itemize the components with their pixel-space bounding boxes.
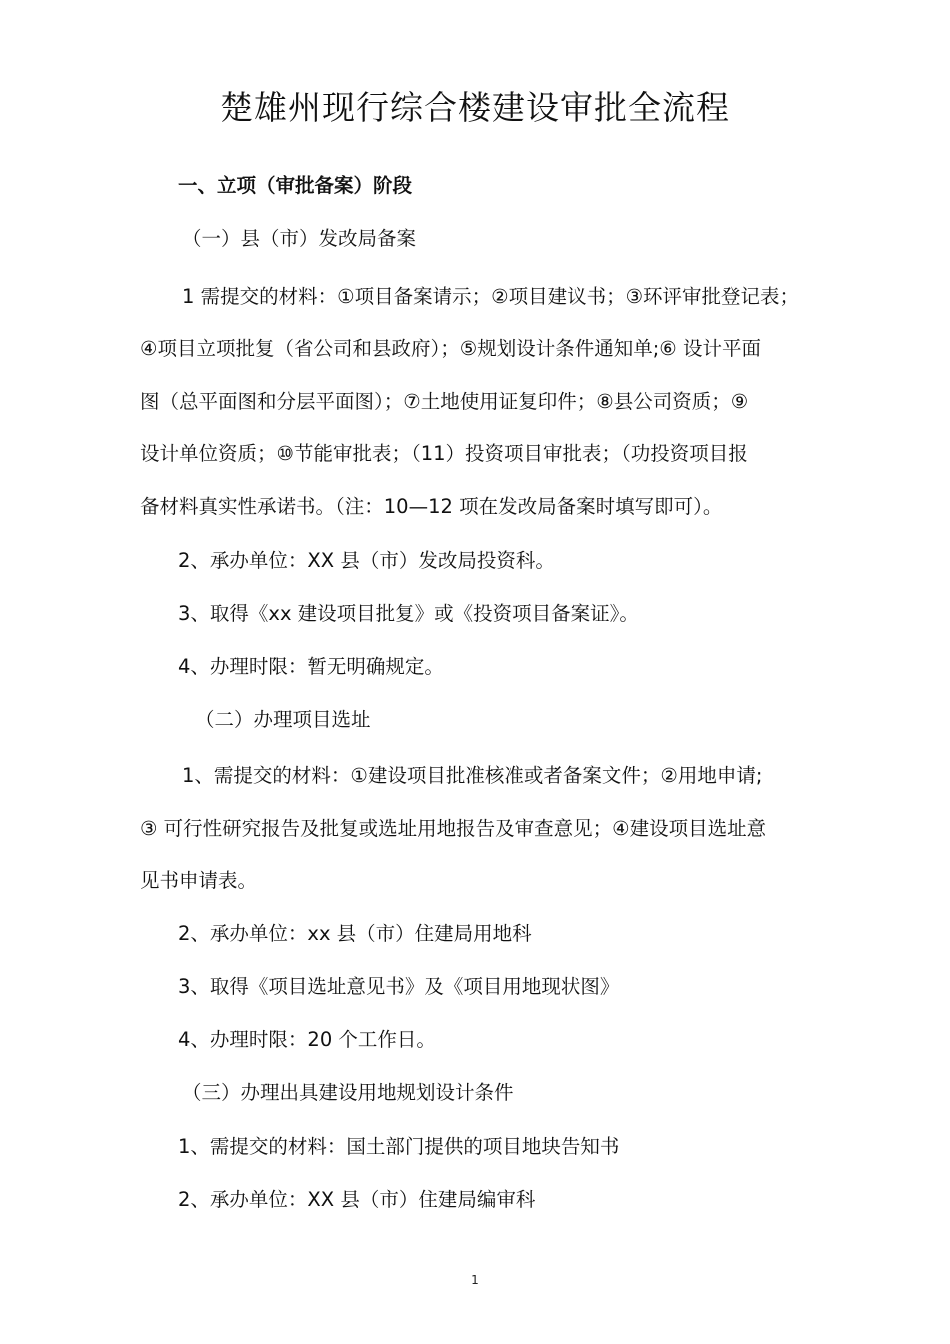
paragraph-line: ③ 可行性研究报告及批复或选址用地报告及审查意见；④建设项目选址意 — [140, 817, 767, 840]
paragraph-line: 4、办理时限：20 个工作日。 — [178, 1028, 436, 1051]
paragraph-line: 4、办理时限：暂无明确规定。 — [178, 655, 444, 678]
page-title: 楚雄州现行综合楼建设审批全流程 — [220, 88, 730, 127]
subsection-heading: （二）办理项目选址 — [195, 708, 371, 731]
paragraph-line: 1 需提交的材料：①项目备案请示；②项目建议书；③环评审批登记表； — [182, 285, 800, 308]
paragraph-line: 备材料真实性承诺书。（注：10—12 项在发改局备案时填写即可）。 — [140, 495, 723, 518]
paragraph-line: 见书申请表。 — [140, 869, 258, 892]
subsection-heading: （一）县（市）发改局备案 — [182, 227, 417, 250]
section-heading: 一、立项（审批备案）阶段 — [178, 174, 413, 197]
paragraph-line: 1、需提交的材料：国土部门提供的项目地块告知书 — [178, 1135, 620, 1158]
paragraph-line: ④项目立项批复（省公司和县政府）；⑤规划设计条件通知单;⑥ 设计平面 — [140, 337, 761, 360]
paragraph-line: 3、取得《xx 建设项目批复》或《投资项目备案证》。 — [178, 602, 639, 625]
paragraph-line: 图（总平面图和分层平面图）；⑦土地使用证复印件；⑧县公司资质；⑨ — [140, 390, 749, 413]
page-number: 1 — [471, 1273, 479, 1287]
paragraph-line: 2、承办单位：XX 县（市）住建局编审科 — [178, 1188, 536, 1211]
paragraph-line: 3、取得《项目选址意见书》及《项目用地现状图》 — [178, 975, 620, 998]
subsection-heading: （三）办理出具建设用地规划设计条件 — [182, 1081, 514, 1104]
paragraph-line: 2、承办单位：xx 县（市）住建局用地科 — [178, 922, 532, 945]
paragraph-line: 设计单位资质；⑩节能审批表；（11）投资项目审批表；（功投资项目报 — [140, 442, 748, 465]
paragraph-line: 1、需提交的材料：①建设项目批准核准或者备案文件；②用地申请; — [182, 764, 763, 787]
paragraph-line: 2、承办单位：XX 县（市）发改局投资科。 — [178, 549, 555, 572]
